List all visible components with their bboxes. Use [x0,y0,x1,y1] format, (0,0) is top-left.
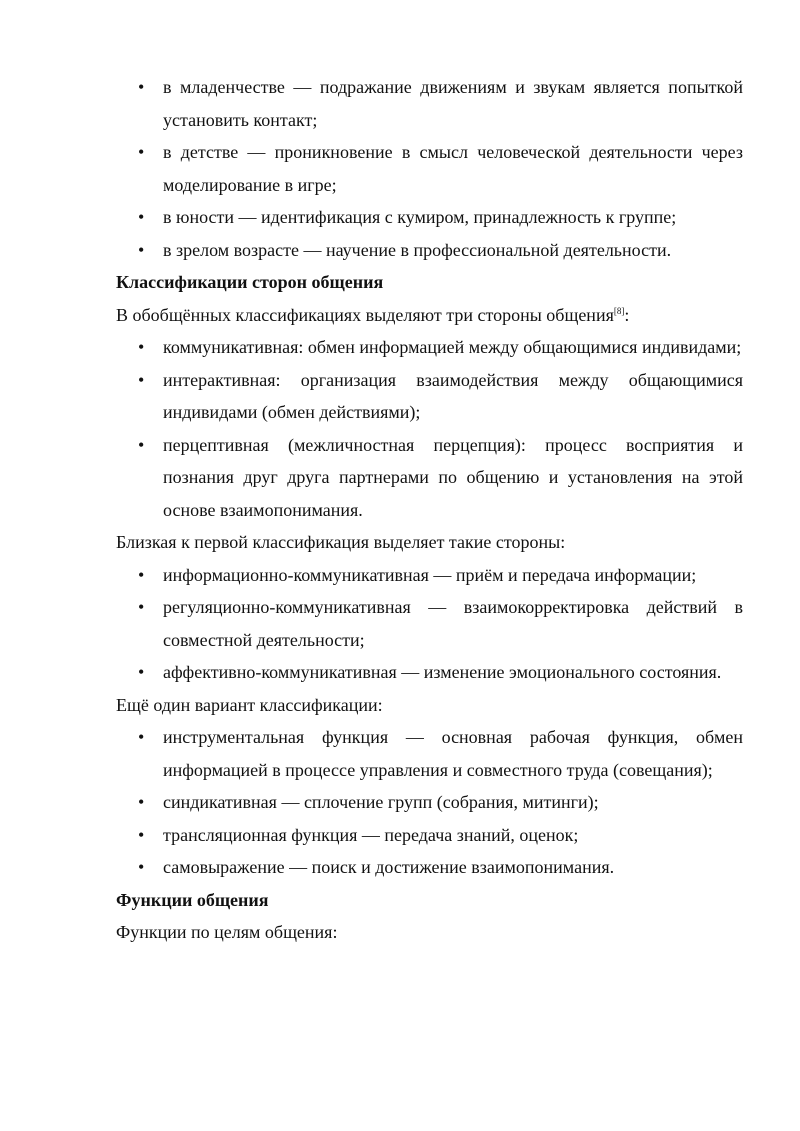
classifications-intro [116,299,743,332]
list-item: • трансляционная функция — передача знаний, оценок; [163,819,743,852]
classifications-intro-colon: : [624,304,630,325]
age-stages-list [116,71,743,266]
list-item: • аффективно-коммуникативная — изменение эмоционального состояния. [163,656,743,689]
list-item: • перцептивная (межличностная перцепция): процесс восприятия и познания друг друга партнерами по общению и установления на этой основе взаимопонимания. [163,429,743,527]
list-item: • в младенчестве — подражание движениям и звукам является попыткой установить контакт; [163,71,743,136]
list-item: • в зрелом возрасте — научение в профессиональной деятельности. [163,234,743,267]
functions-intro: Функции по целям общения: [116,922,338,942]
another-classification-intro: Ещё один вариант классификации: [116,694,383,715]
citation-link[interactable]: [8] [613,305,625,316]
section-heading-classifications: Классификации сторон общения [116,272,384,292]
another-classification-list [116,721,743,884]
list-item: • в юности — идентификация с кумиром, принадлежность к группе; [163,201,743,234]
list-item: • в детстве — проникновение в смысл человеческой деятельности через моделирование в игре; [163,136,743,201]
list-item: • синдикативная — сплочение групп (собрания, митинги); [163,786,743,819]
list-item: • информационно-коммуникативная — приём и передача информации; [163,559,743,592]
list-item: • регуляционно-коммуникативная — взаимокорректировка действий в совместной деятельности; [163,591,743,656]
list-item: • самовыражение — поиск и достижение взаимопонимания. [163,851,743,884]
classifications-intro-text: В обобщённых классификациях выделяют три стороны общения [116,304,614,325]
list-item: • интерактивная: организация взаимодействия между общающимися индивидами (обмен действиями); [163,364,743,429]
close-classification-intro: Близкая к первой классификация выделяет такие стороны: [116,532,566,552]
close-classification-list [116,559,743,689]
list-item: • коммуникативная: обмен информацией между общающимися индивидами; [163,331,743,364]
list-item: • инструментальная функция — основная рабочая функция, обмен информацией в процессе управления и совместного труда (совещания); [163,721,743,786]
section-heading-functions: Функции общения [116,889,269,910]
three-sides-list [116,331,743,526]
